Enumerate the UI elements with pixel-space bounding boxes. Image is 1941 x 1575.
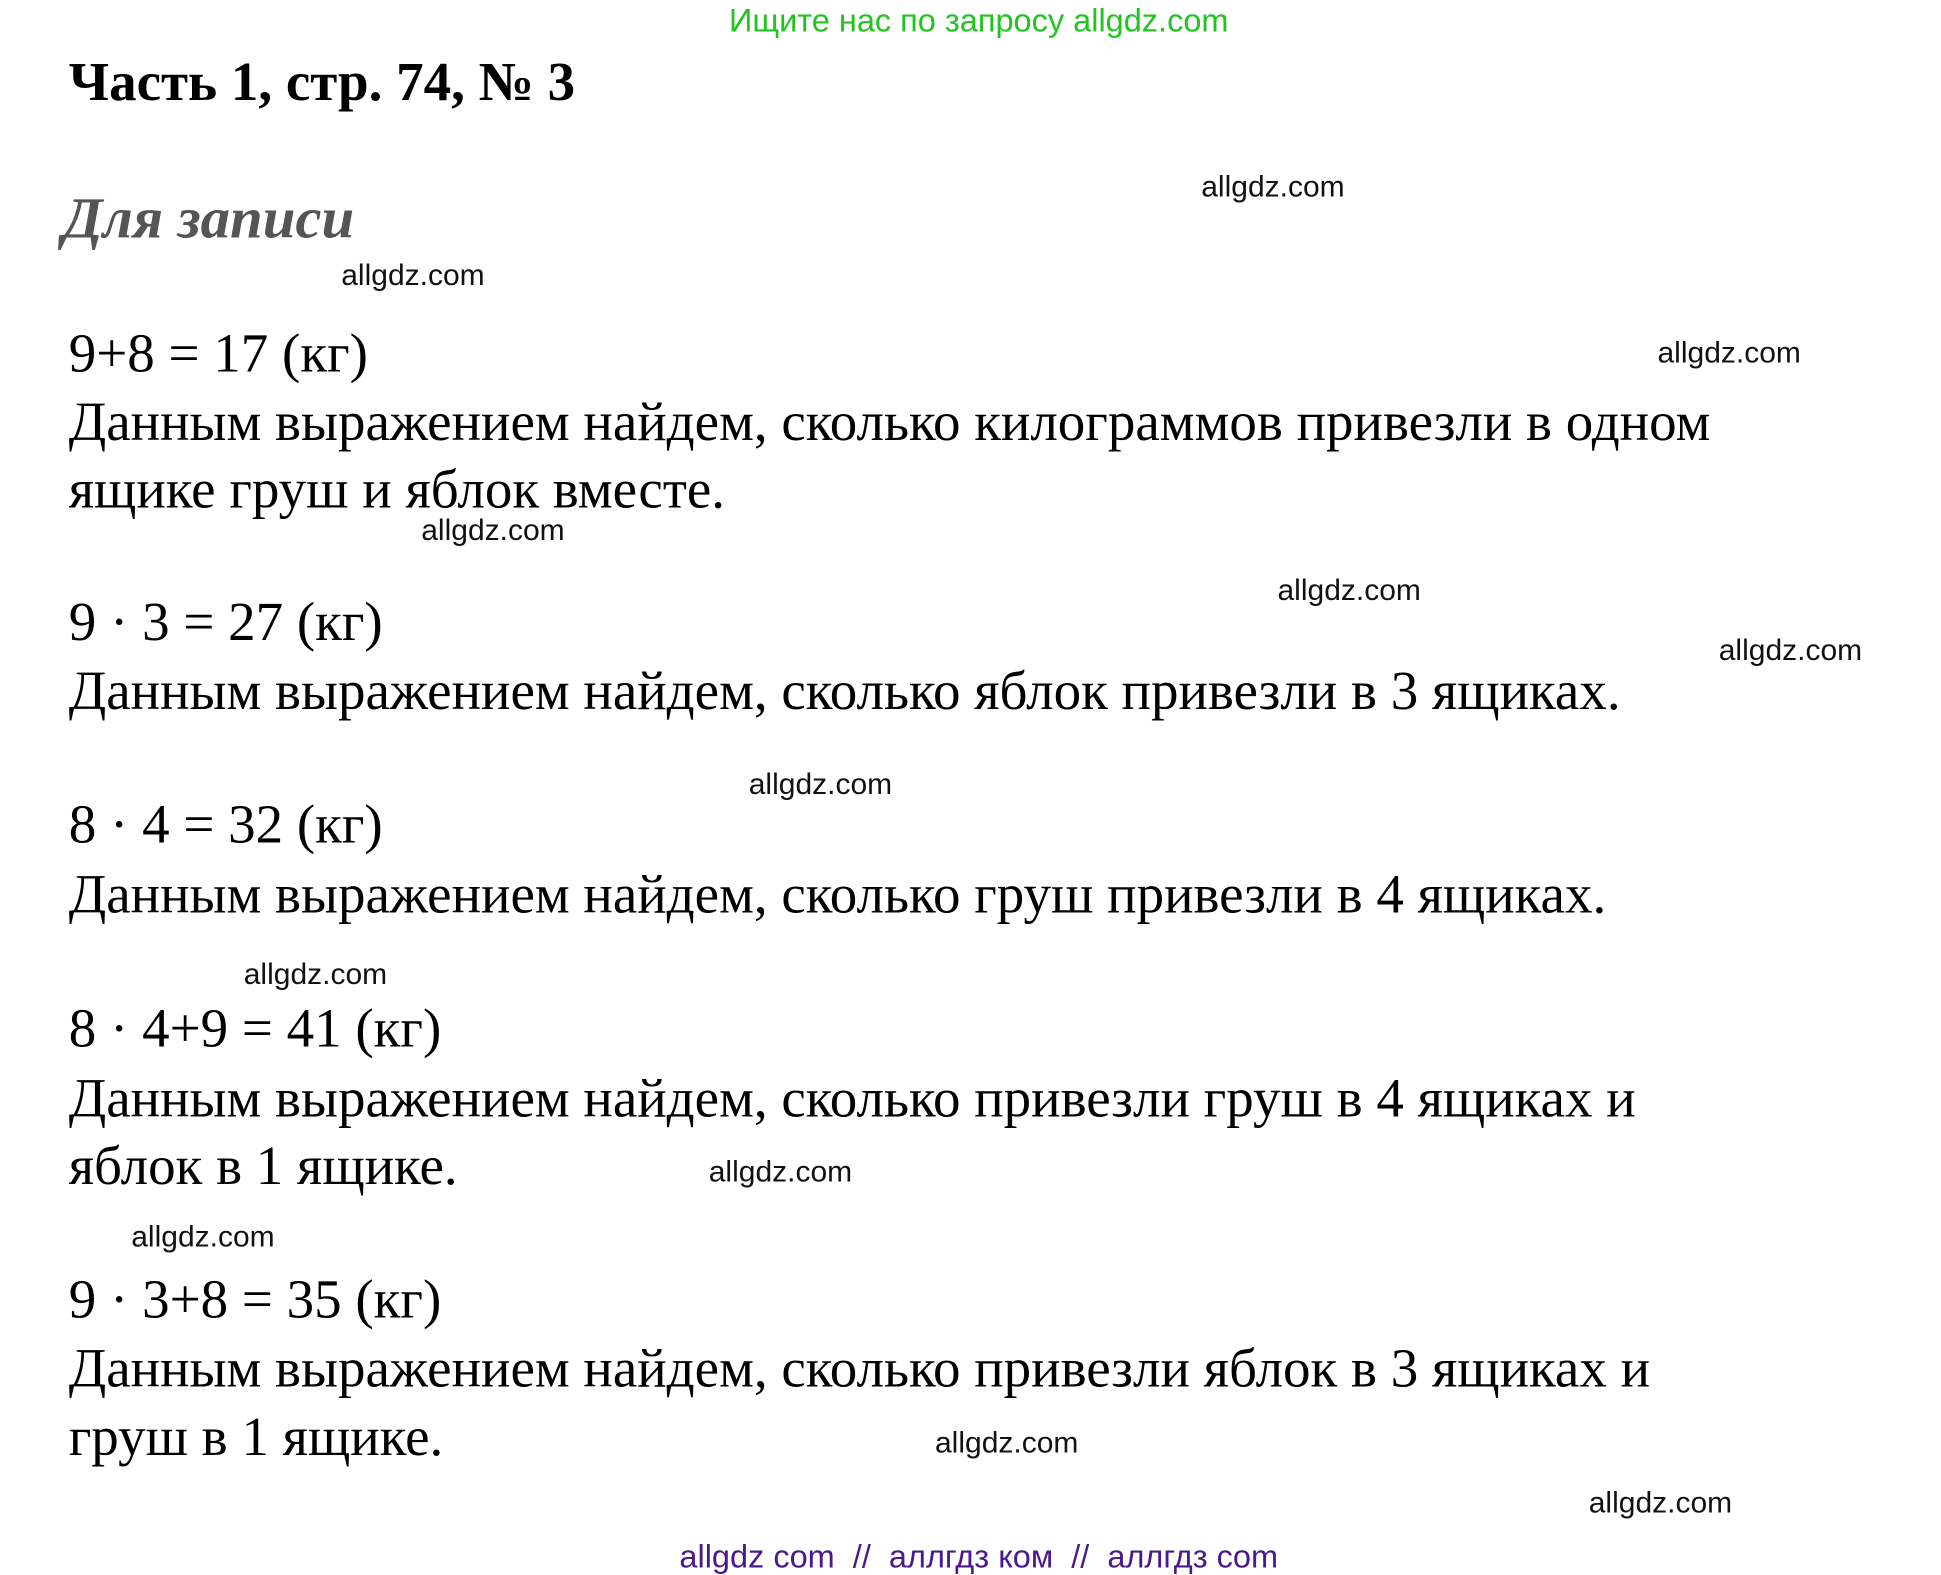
explanation-2: Данным выражением найдем, сколько яблок привезли в 3 ящиках. bbox=[68, 660, 1621, 722]
watermark: allgdz.com bbox=[1588, 1486, 1733, 1520]
watermark: allgdz.com bbox=[748, 767, 893, 802]
section-heading: Для записи bbox=[62, 186, 355, 252]
watermark: allgdz.com bbox=[1277, 573, 1421, 608]
explanation-5-line-1: Данным выражением найдем, сколько привезли яблок в 3 ящиках и bbox=[68, 1337, 1651, 1399]
equation-4: 8 · 4+9 = 41 (кг) bbox=[68, 997, 442, 1059]
watermark: allgdz.com bbox=[341, 258, 485, 293]
explanation-1-line-1: Данным выражением найдем, сколько килограммов привезли в одном bbox=[68, 391, 1711, 453]
explanation-4-line-1: Данным выражением найдем, сколько привезли груш в 4 ящиках и bbox=[68, 1067, 1636, 1129]
watermark: allgdz.com bbox=[243, 957, 388, 992]
equation-1: 9+8 = 17 (кг) bbox=[68, 322, 368, 384]
watermark: allgdz.com bbox=[131, 1220, 275, 1254]
watermark: allgdz.com bbox=[1718, 633, 1863, 668]
watermark: allgdz.com bbox=[1657, 336, 1801, 370]
equation-2: 9 · 3 = 27 (кг) bbox=[68, 591, 383, 653]
explanation-5-line-2: груш в 1 ящике. bbox=[68, 1406, 444, 1468]
promo-banner[interactable]: Ищите нас по запросу allgdz.com bbox=[729, 1, 1229, 39]
footer-links[interactable]: allgdz com // аллгдз ком // аллгдз com bbox=[679, 1537, 1279, 1575]
watermark: allgdz.com bbox=[421, 513, 565, 548]
watermark: allgdz.com bbox=[935, 1426, 1079, 1460]
equation-3: 8 · 4 = 32 (кг) bbox=[68, 793, 383, 855]
explanation-1-line-2: ящике груш и яблок вместе. bbox=[68, 458, 726, 520]
equation-5: 9 · 3+8 = 35 (кг) bbox=[68, 1268, 442, 1330]
explanation-4-line-2: яблок в 1 ящике. bbox=[68, 1135, 458, 1197]
watermark: allgdz.com bbox=[708, 1155, 853, 1189]
page-title: Часть 1, стр. 74, № 3 bbox=[68, 51, 576, 113]
explanation-3: Данным выражением найдем, сколько груш привезли в 4 ящиках. bbox=[68, 863, 1607, 925]
watermark: allgdz.com bbox=[1201, 170, 1345, 204]
